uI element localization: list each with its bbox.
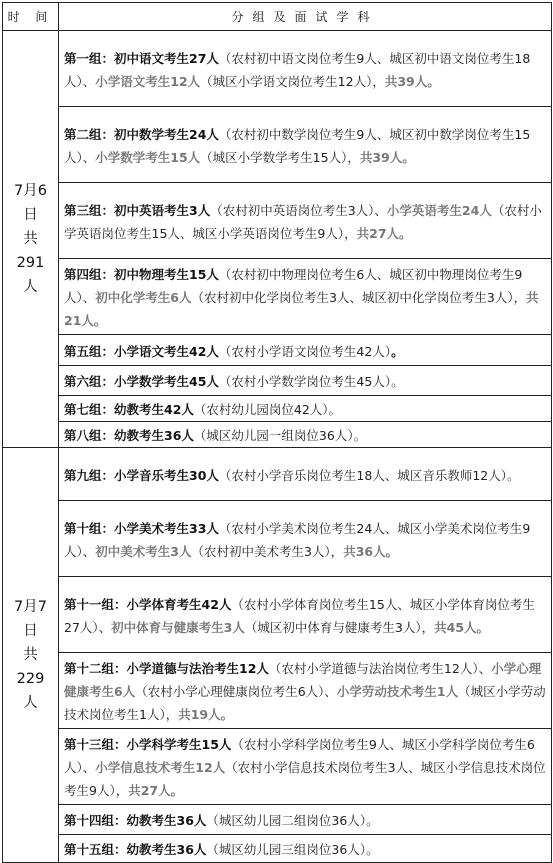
day1-gong: 共 [23, 231, 38, 247]
day2-gong: 共 [23, 647, 38, 663]
group-text-segment: 小学语文考生12人 [95, 73, 201, 89]
header-time: 时 间 [3, 3, 59, 31]
group-text-segment: （农村初中化学岗位考生3人、城区初中化学岗位考生3人）， [191, 290, 527, 305]
group-text-segment: 第八组：幼教考生36人 [64, 428, 194, 443]
group-text-segment: （城区幼儿园三组岗位36人）。 [206, 842, 379, 857]
group-text-segment: （农村小学道德与法治岗位考生12人）、 [268, 661, 492, 676]
group-text-segment: （农村小学音乐岗位考生18人、城区音乐教师12人）。 [218, 467, 520, 483]
group-text-segment: 初中体育与健康考生3人 [111, 619, 245, 635]
group-text-segment: 初中美术考生3人 [95, 543, 192, 559]
day2-ri: 日 [23, 623, 38, 639]
group-text-segment: （农村小学科学岗位考生9人、城区小学科学岗位考生6人）、 [64, 737, 535, 775]
day1-date: 7月6 [14, 183, 47, 199]
group-text-segment: （城区幼儿园一组岗位36人）。 [193, 428, 367, 443]
day2-total: 229 [16, 671, 45, 687]
group-cell [59, 805, 552, 835]
group-text-segment: （城区小学语文岗位考生12人）， [200, 73, 385, 89]
group-text-segment: （农村初中语文岗位考生9人、城区初中语文岗位考生18人）、 [64, 50, 531, 89]
group-text-segment: 共19人。 [178, 707, 234, 722]
group-text-segment: 第十四组：幼教考生36人 [64, 813, 207, 828]
group-cell [59, 396, 552, 422]
group-text-segment: 小学劳动技术考生1人 [336, 684, 459, 699]
group-text-segment: 小学英语考生24人 [386, 202, 492, 218]
group-text-segment: 第三组：初中英语考生3人 [64, 202, 211, 218]
group-text-segment: 共36人。 [343, 543, 399, 559]
group-text-segment: 第六组：小学数学考生45人 [64, 374, 219, 389]
table-row [3, 335, 552, 366]
group-text-segment: （城区小学劳动技术岗位考生1人）， [64, 684, 546, 722]
group-text-segment: 小学心理健康考生6人 [64, 661, 542, 699]
group-cell [59, 422, 552, 448]
group-cell [59, 835, 552, 863]
group-text-segment: 第十一组：小学体育考生42人 [64, 596, 232, 612]
group-text-segment: 第二组：初中数学考生24人 [64, 126, 219, 142]
group-cell [59, 259, 552, 335]
day1-total: 291 [16, 255, 45, 271]
group-text-segment: 共39人。 [384, 73, 440, 89]
group-text-segment: 第一组：初中语文考生27人 [64, 50, 219, 66]
day1-ri: 日 [23, 207, 38, 223]
group-text-segment: 第四组：初中物理考生15人 [64, 267, 219, 282]
group-text-segment: （城区初中体育与健康考生3人）， [244, 619, 435, 635]
table-row [3, 805, 552, 835]
table-row [3, 31, 552, 107]
group-text-segment: 。 [391, 343, 404, 359]
group-text-segment: 第五组：小学语文考生42人 [64, 343, 219, 359]
group-cell [59, 335, 552, 366]
group-cell [59, 653, 552, 729]
group-text-segment: （农村初中美术考生3人）， [191, 543, 344, 559]
table-row [3, 183, 552, 259]
group-text-segment: 共21人。 [64, 290, 539, 328]
interview-schedule-table [2, 2, 552, 863]
group-text-segment: 共39人。 [359, 149, 415, 165]
group-text-segment: （城区小学数学考生15人）， [200, 149, 360, 165]
day1-cell [3, 31, 59, 448]
group-text-segment: （农村初中物理岗位考生6人、城区初中物理岗位考生9人）、 [64, 267, 523, 305]
group-text-segment: （城区幼儿园二组岗位36人）。 [206, 813, 379, 828]
header-groups: 分组及面试学科 [59, 3, 552, 31]
table-row [3, 835, 552, 863]
table-row [3, 653, 552, 729]
group-text-segment: 第七组：幼教考生42人 [64, 402, 194, 417]
table-row [3, 501, 552, 577]
group-cell [59, 577, 552, 653]
group-text-segment: （农村小学英语岗位考生15人、城区小学英语岗位考生9人）， [64, 202, 542, 241]
group-cell [59, 366, 552, 396]
group-text-segment: 小学数学考生15人 [95, 149, 201, 165]
day2-ren: 人 [23, 695, 38, 711]
group-cell [59, 107, 552, 183]
group-cell [59, 501, 552, 577]
group-text-segment: 第十三组：小学科学考生15人 [64, 737, 232, 752]
header-row [3, 3, 552, 31]
table-row [3, 448, 552, 501]
group-text-segment: （农村小学语文岗位考生42人） [218, 343, 392, 359]
day2-cell [3, 448, 59, 863]
table-row [3, 396, 552, 422]
group-text-segment: 第十二组：小学道德与法治考生12人 [64, 661, 269, 676]
group-cell [59, 448, 552, 501]
group-text-segment: 共27人。 [356, 225, 412, 241]
group-text-segment: 小学信息技术考生12人 [95, 760, 226, 775]
group-text-segment: （农村小学数学岗位考生45人）。 [218, 374, 404, 389]
day2-date: 7月7 [14, 599, 47, 615]
group-cell [59, 183, 552, 259]
group-text-segment: 共27人。 [128, 783, 184, 798]
table-row [3, 107, 552, 183]
day1-ren: 人 [23, 279, 38, 295]
group-text-segment: （农村初中英语岗位考生3人）、 [210, 202, 387, 218]
table-row [3, 729, 552, 805]
table-row [3, 259, 552, 335]
table-row [3, 422, 552, 448]
group-text-segment: （农村初中数学岗位考生9人、城区初中数学岗位考生15人）、 [64, 126, 531, 165]
group-cell [59, 729, 552, 805]
group-text-segment: （农村小学体育岗位考生15人、城区小学体育岗位考生27人）、 [64, 596, 535, 635]
group-text-segment: （农村小学心理健康岗位考生6人）、 [135, 684, 337, 699]
group-text-segment: 第九组：小学音乐考生30人 [64, 467, 219, 483]
group-text-segment: 第十五组：幼教考生36人 [64, 842, 207, 857]
table-row [3, 577, 552, 653]
group-text-segment: 共45人。 [434, 619, 489, 635]
group-cell [59, 31, 552, 107]
group-text-segment: 初中化学考生6人 [95, 290, 192, 305]
group-text-segment: （农村小学美术岗位考生24人、城区小学美术岗位考生9人）、 [64, 520, 531, 559]
group-text-segment: （农村幼儿园岗位42人）。 [193, 402, 342, 417]
group-text-segment: （农村小学信息技术岗位考生3人、城区小学信息技术岗位考生9人）， [64, 760, 546, 798]
group-text-segment: 第十组：小学美术考生33人 [64, 520, 219, 536]
table-row [3, 366, 552, 396]
